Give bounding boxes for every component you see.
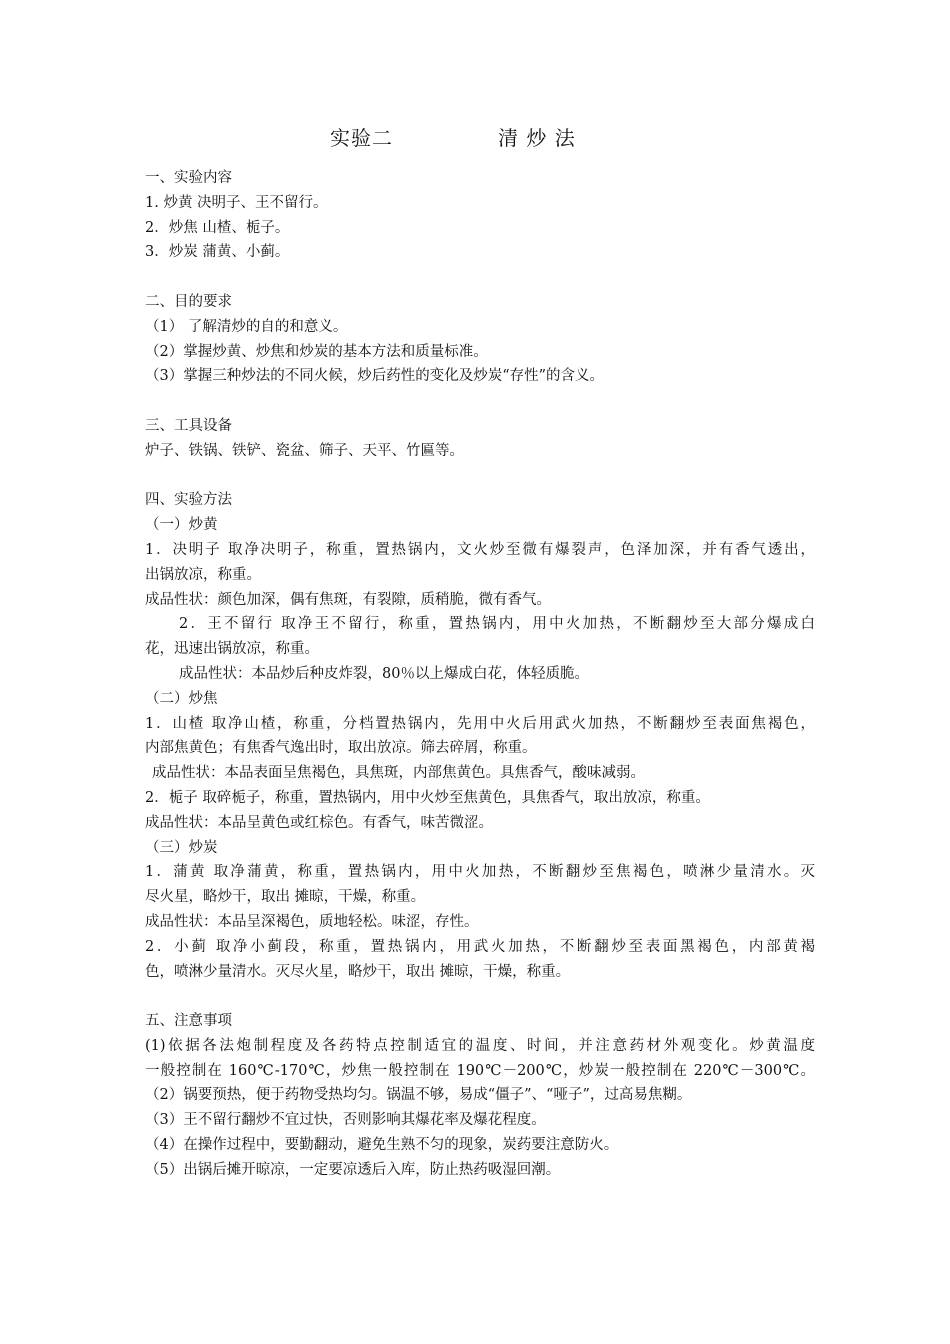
title-experiment-number: 实验二	[330, 126, 393, 150]
list-item: 1. 炒黄 决明子、王不留行。	[145, 194, 328, 211]
title-method-name: 清 炒 法	[498, 126, 576, 150]
text-line: 成品性状：本品呈深褐色，质地轻松。味涩，存性。	[145, 913, 479, 930]
text-line: 成品性状：本品炒后种皮炸裂，80％以上爆成白花，体轻质脆。	[179, 665, 589, 682]
text-line: 1．决明子 取净决明子，称重，置热锅内，文火炒至微有爆裂声，色泽加深，并有香气透出，	[145, 541, 815, 558]
section-heading: 四、实验方法	[145, 492, 232, 509]
paragraph-gap	[145, 464, 815, 489]
list-item: 3．炒炭 蒲黄、小蓟。	[145, 244, 290, 261]
list-item: 2．炒焦 山楂、栀子。	[145, 219, 290, 236]
list-item: （1） 了解清炒的自的和意义。	[145, 318, 348, 335]
text-line: 1．蒲黄 取净蒲黄，称重，置热锅内，用中火加热，不断翻炒至焦褐色，喷淋少量清水。灭	[145, 864, 815, 881]
text-line: 一般控制在 160℃-170℃，炒焦一般控制在 190℃－200℃，炒炭一般控制在 220℃－300℃。	[145, 1062, 815, 1079]
section-heading: 三、工具设备	[145, 417, 232, 434]
list-item: （4）在操作过程中，要勤翻动，避免生熟不匀的现象，炭药要注意防火。	[145, 1137, 619, 1154]
text-line: 成品性状：本品呈黄色或红棕色。有香气，味苦微涩。	[145, 814, 493, 831]
text-line: 花，迅速出锅放凉，称重。	[145, 641, 319, 658]
text-line: (1)依据各法炮制程度及各药特点控制适宜的温度、时间，并注意药材外观变化。炒黄温度	[145, 1037, 815, 1054]
text-line: 尽火星，略炒干，取出 摊晾，干燥，称重。	[145, 889, 426, 906]
list-item: （2）锅要预热，便于药物受热均匀。锅温不够，易成“僵子”、“哑子”，过高易焦糊。	[145, 1087, 692, 1104]
subsection-heading: （二）炒焦	[145, 690, 218, 707]
list-item: （2）掌握炒黄、炒焦和炒炭的基本方法和质量标准。	[145, 343, 488, 360]
text-line: 成品性状：本品表面呈焦褐色，具焦斑，内部焦黄色。具焦香气，酸味减弱。	[152, 765, 645, 782]
document-body	[145, 166, 815, 1183]
text-line: 2．王不留行 取净王不留行，称重，置热锅内，用中火加热，不断翻炒至大部分爆成白	[179, 616, 815, 633]
text-line: 1．山楂 取净山楂，称重，分档置热锅内，先用中火后用武火加热，不断翻炒至表面焦褐色，	[145, 715, 815, 732]
text-line: 炉子、铁锅、铁铲、瓷盆、筛子、天平、竹匾等。	[145, 442, 464, 459]
text-line: 色，喷淋少量清水。灭尽火星，略炒干，取出 摊晾，干燥，称重。	[145, 963, 571, 980]
subsection-heading: （三）炒炭	[145, 839, 218, 856]
list-item: （3）掌握三种炒法的不同火候，炒后药性的变化及炒炭“存性”的含义。	[145, 368, 605, 385]
list-item: （5）出锅后摊开晾凉，一定要凉透后入库，防止热药吸湿回潮。	[145, 1161, 561, 1178]
text-line: 出锅放凉，称重。	[145, 566, 261, 583]
text-line: 2．栀子 取碎栀子，称重，置热锅内，用中火炒至焦黄色，具焦香气，取出放凉，称重。	[145, 789, 710, 806]
section-heading: 五、注意事项	[145, 1013, 232, 1030]
paragraph-gap	[145, 265, 815, 290]
paragraph-gap	[145, 984, 815, 1009]
section-heading: 二、目的要求	[145, 293, 232, 310]
subsection-heading: （一）炒黄	[145, 517, 218, 534]
page-title	[0, 122, 950, 152]
text-line: 内部焦黄色；有焦香气逸出时，取出放凉。筛去碎屑，称重。	[145, 740, 537, 757]
section-heading: 一、实验内容	[145, 170, 232, 186]
paragraph-gap	[145, 389, 815, 414]
text-line: 成品性状：颜色加深，偶有焦斑，有裂隙，质稍脆，微有香气。	[145, 591, 551, 608]
text-line: 2．小蓟 取净小蓟段，称重，置热锅内，用武火加热，不断翻炒至表面黑褐色，内部黄褐	[145, 938, 815, 955]
list-item: （3）王不留行翻炒不宜过快，否则影响其爆花率及爆花程度。	[145, 1112, 546, 1129]
